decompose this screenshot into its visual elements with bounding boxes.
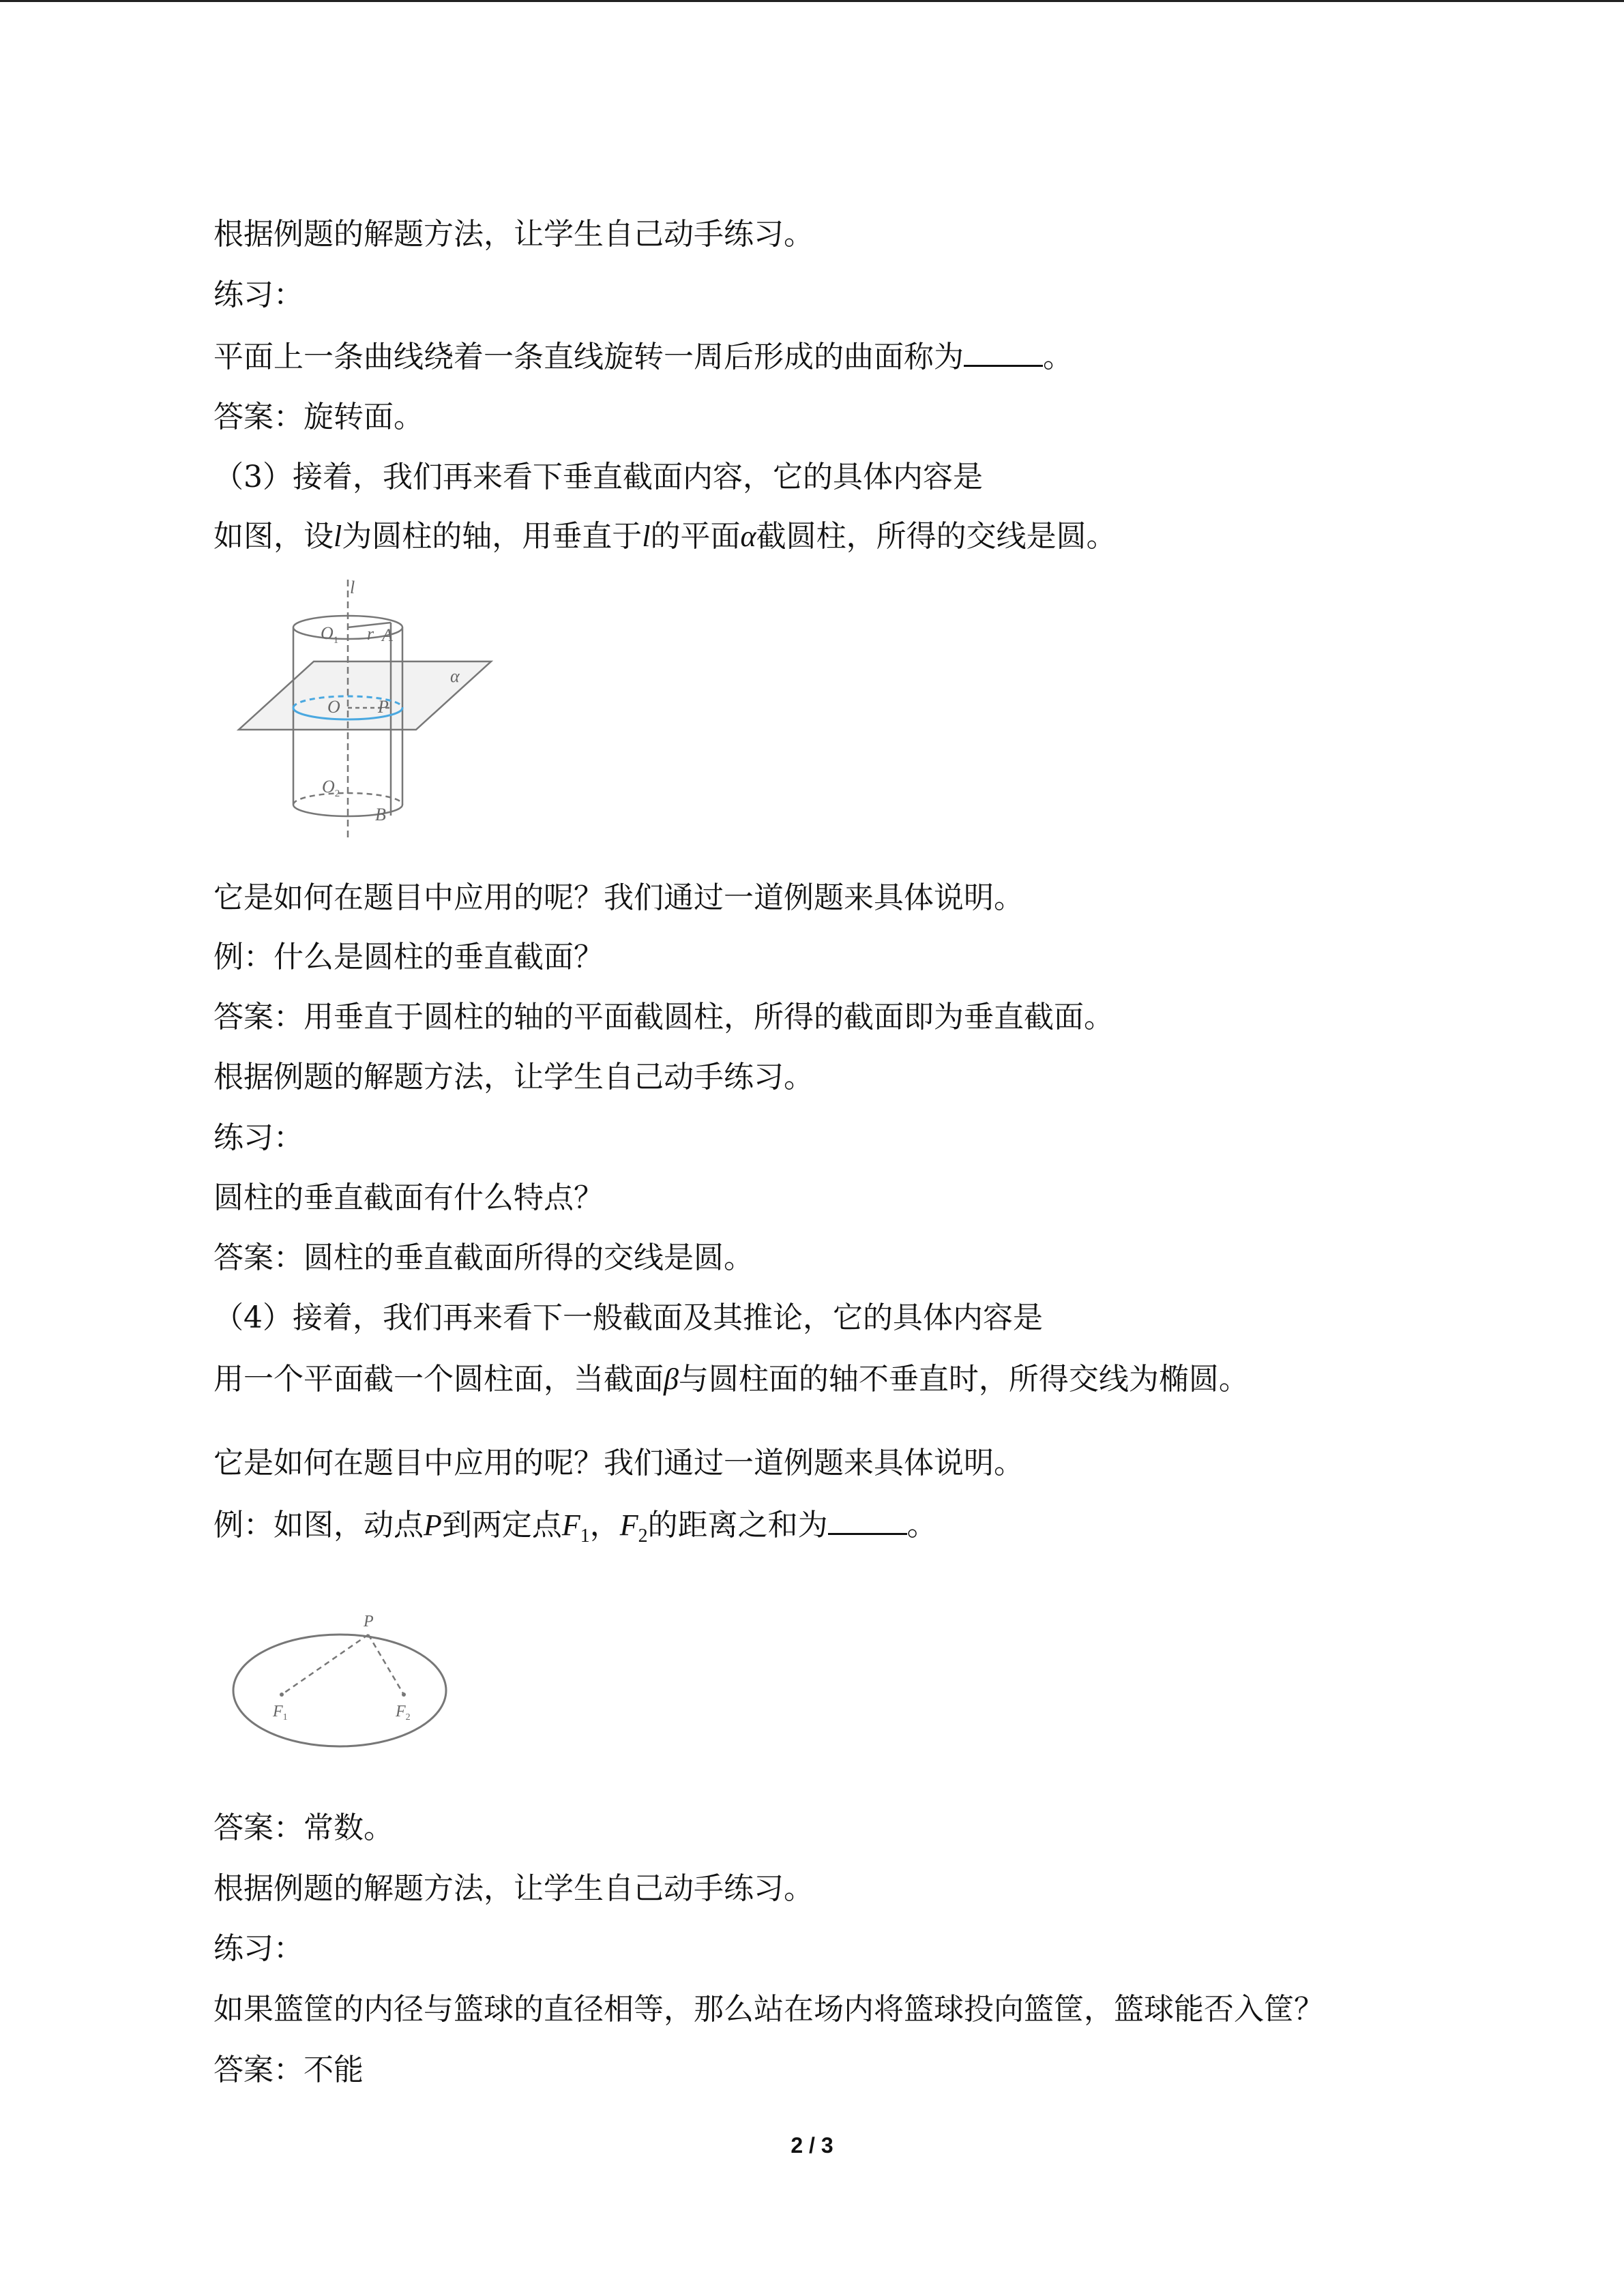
math-symbol: l [642, 520, 651, 553]
text: 为圆柱的轴，用垂直于 [342, 519, 643, 554]
math-symbol: $F_2$ [619, 1508, 648, 1547]
math-symbol: α [740, 520, 756, 553]
paragraph: 答案：不能 [213, 2053, 364, 2087]
answer-blank [964, 340, 1043, 367]
paragraph: 圆柱的垂直截面有什么特点？ [213, 1180, 604, 1215]
center-label: O [327, 697, 340, 717]
math-symbol: $F_1$ [561, 1508, 590, 1547]
point-a-label: A [382, 625, 393, 645]
text: 的距离之和为 [647, 1508, 828, 1542]
point-p-label: P [378, 697, 389, 717]
paragraph: （4）接着，我们再来看下一般截面及其推论，它的具体内容是 [213, 1300, 1043, 1335]
radius-label: r [367, 624, 374, 644]
paragraph: 根据例题的解题方法，让学生自己动手练习。 [213, 217, 814, 252]
text: 。 [906, 1508, 937, 1542]
paragraph: 例：什么是圆柱的垂直截面？ [213, 940, 604, 974]
text: 如图，设 [213, 519, 334, 554]
focus1-label: $F_1$ [273, 1703, 288, 1723]
paragraph [213, 516, 1117, 557]
ellipse-foci-figure [225, 1606, 457, 1763]
paragraph: 如果篮筐的内径与篮球的直径相等，那么站在场内将篮球投向篮筐，篮球能否入筐？ [213, 1992, 1324, 2027]
paragraph: 答案：常数。 [213, 1810, 394, 1845]
paragraph: 它是如何在题目中应用的呢？我们通过一道例题来具体说明。 [213, 1446, 1024, 1480]
focus2-label: $F_2$ [396, 1703, 411, 1723]
bottom-center-label: $O_2$ [322, 777, 340, 799]
text: 到两定点 [441, 1508, 562, 1542]
paragraph: 答案：用垂直于圆柱的轴的平面截圆柱，所得的截面即为垂直截面。 [213, 1000, 1114, 1034]
axis-label: l [350, 578, 355, 597]
paragraph: 它是如何在题目中应用的呢？我们通过一道例题来具体说明。 [213, 880, 1024, 915]
math-symbol: l [334, 520, 342, 553]
paragraph: 练习： [213, 1931, 304, 1966]
math-symbol: P [424, 1508, 442, 1542]
page-number: 2 / 3 [791, 2133, 833, 2158]
text: 的平面 [650, 519, 741, 554]
paragraph [213, 1505, 937, 1557]
point-b-label: B [375, 805, 386, 824]
text: 。 [1043, 340, 1073, 374]
text: 用一个平面截一个圆柱面，当截面 [213, 1362, 664, 1397]
text: ， [589, 1508, 620, 1542]
text: 平面上一条曲线绕着一条直线旋转一周后形成的曲面称为 [213, 340, 964, 374]
text: 截圆柱，所得的交线是圆。 [756, 519, 1117, 554]
paragraph: 根据例题的解题方法，让学生自己动手练习。 [213, 1060, 814, 1094]
paragraph: （3）接着，我们再来看下垂直截面内容，它的具体内容是 [213, 460, 983, 494]
text: 例：如图，动点 [213, 1508, 424, 1542]
cylinder-section-figure [225, 573, 512, 846]
top-border [0, 0, 1624, 2]
paragraph: 答案：旋转面。 [213, 400, 424, 434]
plane-label: α [450, 666, 460, 686]
paragraph [213, 337, 1073, 378]
top-center-label: $O_1$ [321, 623, 339, 646]
answer-blank [828, 1508, 907, 1535]
text: 与圆柱面的轴不垂直时，所得交线为椭圆。 [678, 1362, 1249, 1397]
paragraph [213, 1359, 1249, 1400]
paragraph: 练习： [213, 1120, 304, 1155]
paragraph: 根据例题的解题方法，让学生自己动手练习。 [213, 1871, 814, 1906]
paragraph: 答案：圆柱的垂直截面所得的交线是圆。 [213, 1240, 754, 1275]
point-p-label: P [364, 1613, 374, 1630]
paragraph: 练习： [213, 278, 304, 312]
math-symbol: β [664, 1362, 679, 1396]
